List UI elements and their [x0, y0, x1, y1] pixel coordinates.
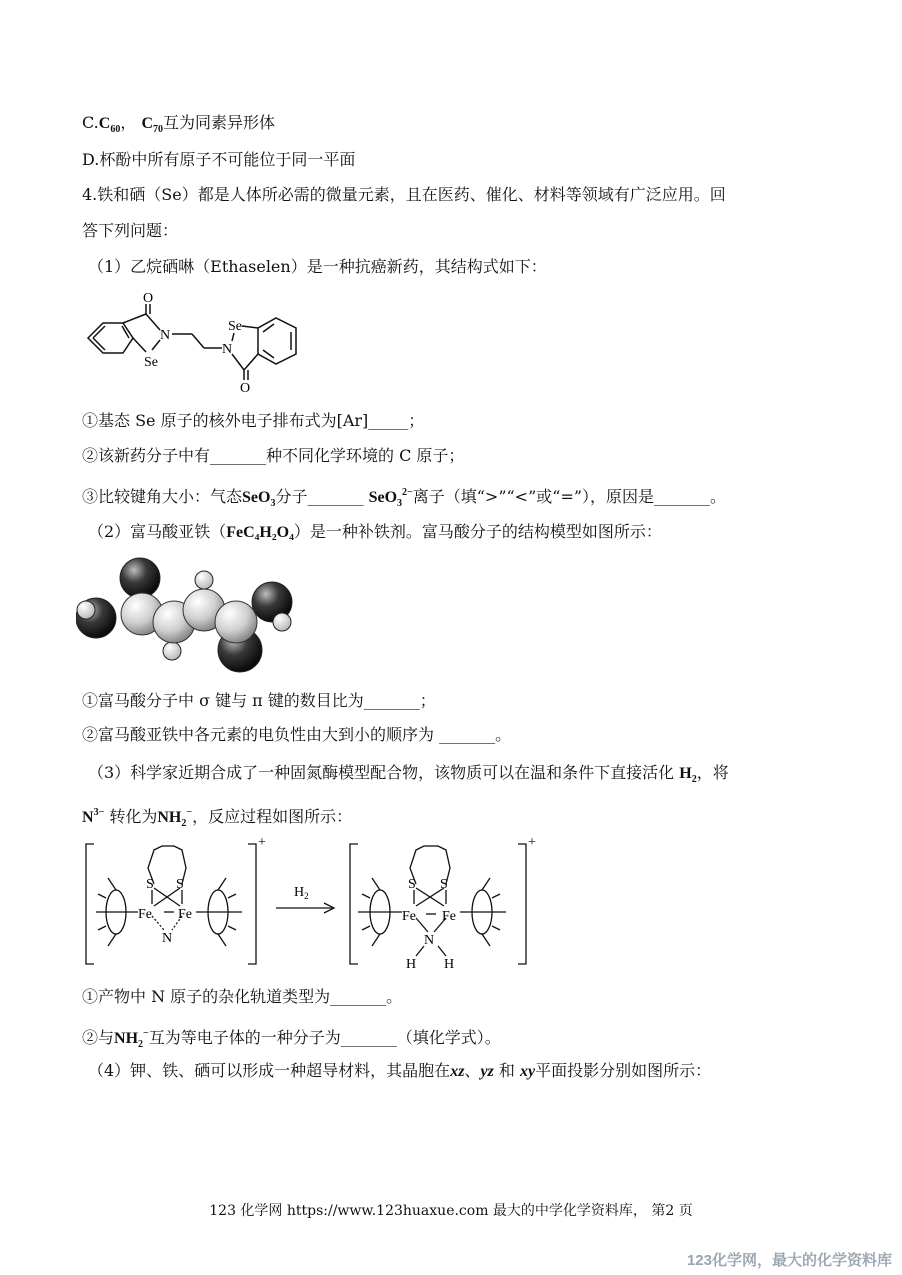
- part-1-q2: ②该新药分子中有_______种不同化学环境的 C 原子；: [82, 446, 465, 465]
- page-footer: 123 化学网 https://www.123huaxue.com 最大的中学化学资料库， 第2 页: [209, 1203, 693, 1219]
- part-3-line2: $N^{3-}$ 转化为$NH_2^-$，反应过程如图所示：: [82, 807, 353, 829]
- part-2-q1: ①富马酸分子中 σ 键与 π 键的数目比为_______；: [82, 691, 436, 710]
- formula-h2: $H_2$: [679, 765, 697, 785]
- sulfur-label-4: S: [440, 877, 448, 892]
- option-label: C.: [82, 113, 99, 132]
- hydrogen-atom: [195, 571, 213, 589]
- hydrogen-atom: [77, 601, 95, 619]
- oxygen-label: O: [143, 291, 154, 306]
- hydrogen-label-2: H: [444, 957, 455, 972]
- selenium-label-2: Se: [228, 319, 242, 334]
- iron-label-4: Fe: [442, 909, 456, 924]
- hydrogen-atom: [163, 642, 181, 660]
- nitrogen-label: N: [162, 931, 173, 946]
- sulfur-label-2: S: [176, 877, 184, 892]
- charge-plus-2: +: [528, 836, 536, 850]
- option-c: [82, 112, 275, 141]
- nitrogen-label-2: N: [222, 342, 233, 357]
- formula-seo3-ion: SeO$_3^{2-}$: [368, 487, 413, 509]
- carbon-atom: [215, 601, 257, 643]
- part-3-q1: ①产物中 N 原子的杂化轨道类型为_______。: [82, 987, 403, 1006]
- part-1-q3: ③比较键角大小：气态SeO$_3$分子_______ SeO$_3^{2-}$离子（填“>”“<”或“=”），原因是_______。: [82, 487, 727, 509]
- option-d: D.杯酚中所有原子不可能位于同一平面: [82, 150, 356, 169]
- sulfur-label-3: S: [408, 877, 416, 892]
- formula-c60: $C_{60}$: [98, 115, 121, 135]
- part-2-intro: （2）富马酸亚铁（FeC₄H₂O₄）是一种补铁剂。富马酸分子的结构模型如图所示：: [88, 522, 662, 541]
- sulfur-label: S: [146, 877, 154, 892]
- charge-plus: +: [258, 836, 266, 850]
- part-3-q2: ②与$NH_2^-$互为等电子体的一种分子为_______（填化学式）。: [82, 1028, 501, 1050]
- iron-label-2: Fe: [178, 907, 192, 922]
- formula-n3-minus: $N^{3-}$: [82, 807, 105, 826]
- ethaselen-structure: [80, 286, 320, 396]
- fumaric-acid-model: [76, 552, 296, 682]
- iron-label: Fe: [138, 907, 152, 922]
- question-4-line1: 4.铁和硒（Se）都是人体所必需的微量元素，且在医药、催化、材料等领域有广泛应用。回: [82, 185, 726, 204]
- oxygen-atom: [120, 558, 160, 598]
- hydrogen-atom: [273, 613, 291, 631]
- formula-seo3: SeO$_3$: [242, 489, 276, 509]
- reagent-h2: $H_2$: [294, 885, 309, 901]
- plane-xz: xz: [450, 1063, 465, 1080]
- nitrogenase-reaction-scheme: [82, 836, 542, 976]
- part-3-line1: （3）科学家近期合成了一种固氮酶模型配合物，该物质可以在温和条件下直接活化 $H_2$，将: [88, 763, 729, 785]
- part-1-intro: （1）乙烷硒啉（Ethaselen）是一种抗癌新药，其结构式如下：: [88, 257, 547, 276]
- option-text: 互为同素异形体: [163, 113, 276, 132]
- nitrogen-label: N: [160, 328, 171, 343]
- part-2-q2: ②富马酸亚铁中各元素的电负性由大到小的顺序为 _______。: [82, 725, 512, 744]
- oxygen-label-2: O: [240, 381, 251, 396]
- part-4-intro: （4）钾、铁、硒可以形成一种超导材料，其晶胞在xz、yz 和 xy平面投影分别如图所示：: [88, 1061, 712, 1080]
- formula-nh2-minus: $NH_2^-$: [157, 807, 193, 829]
- site-watermark: 123化学网，最大的化学资料库: [686, 1252, 892, 1269]
- formula-c70: $C_{70}$: [141, 115, 163, 135]
- selenium-label: Se: [144, 355, 158, 370]
- plane-yz: yz: [480, 1063, 494, 1080]
- iron-label-3: Fe: [402, 909, 416, 924]
- separator: ，: [120, 113, 137, 132]
- formula-ferrous-fumarate: FeC₄H₂O₄: [226, 524, 294, 541]
- plane-xy: xy: [519, 1063, 536, 1080]
- part-1-q1: ①基态 Se 原子的核外电子排布式为[Ar]_____；: [82, 411, 425, 430]
- question-4-line2: 答下列问题：: [82, 221, 179, 240]
- hydrogen-label: H: [406, 957, 417, 972]
- formula-nh2-minus-2: $NH_2^-$: [114, 1028, 149, 1050]
- nitrogen-label-2: N: [424, 933, 435, 948]
